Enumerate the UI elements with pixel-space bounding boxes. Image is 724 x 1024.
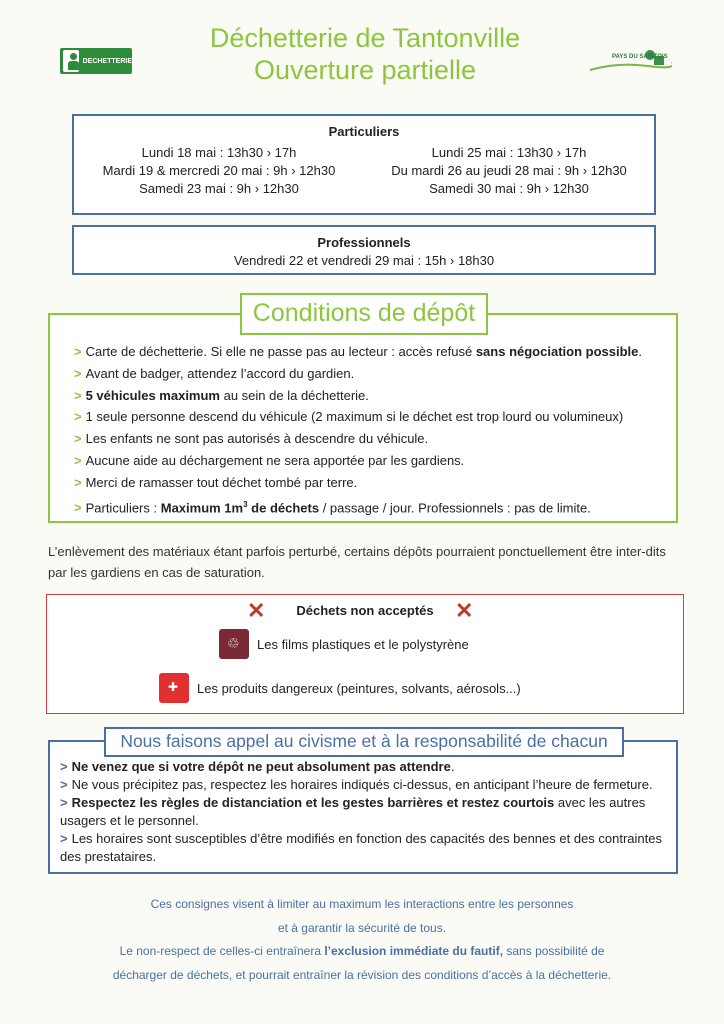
footer-line bbox=[100, 940, 624, 964]
item-text: Les produits dangereux (peintures, solvants, aérosols...) bbox=[197, 680, 521, 696]
item-text: avec les autres usagers et le personnel. bbox=[60, 795, 646, 828]
logo-right-label: PAYS DU SAINTOIS bbox=[612, 54, 668, 60]
conditions-box bbox=[48, 313, 678, 523]
particuliers-left-column bbox=[74, 144, 364, 198]
info-paragraph: L’enlèvement des matériaux étant parfois perturbé, certains dépôts pourraient ponctuellement être inter-dits par les gardiens en cas de saturation. bbox=[48, 544, 666, 580]
list-item bbox=[60, 794, 666, 830]
footer-notice bbox=[100, 893, 624, 987]
arrow-icon: > bbox=[74, 365, 82, 381]
item-text: Aucune aide au déchargement ne sera apportée par les gardiens. bbox=[85, 452, 465, 468]
cross-icon: ✕ bbox=[247, 598, 266, 623]
list-item bbox=[74, 385, 666, 407]
professionnels-box bbox=[72, 225, 656, 275]
arrow-icon: > bbox=[60, 795, 68, 810]
item-bold: de déchets bbox=[247, 499, 320, 515]
item-bold: sans négociation possible bbox=[475, 344, 639, 359]
arrow-icon: > bbox=[74, 409, 82, 425]
item-text: Avant de badger, attendez l’accord du gardien. bbox=[85, 365, 355, 381]
conditions-title: Conditions de dépôt bbox=[240, 293, 488, 335]
footer-line: décharger de déchets, et pourrait entraîner la révision des conditions d’accès à la déchetterie. bbox=[112, 967, 612, 982]
list-item bbox=[60, 830, 666, 866]
list-item bbox=[74, 472, 666, 494]
list-item bbox=[74, 450, 666, 472]
arrow-icon: > bbox=[74, 431, 82, 447]
schedule-line: Samedi 23 mai : 9h › 12h30 bbox=[139, 181, 299, 196]
item-text: Carte de déchetterie. Si elle ne passe pas au lecteur : accès refusé bbox=[85, 344, 476, 359]
arrow-icon: > bbox=[60, 777, 68, 792]
item-text: Ne vous précipitez pas, respectez les horaires indiqués ci-dessus, en anticipant l’heure de fermeture. bbox=[71, 777, 653, 792]
footer-text: sans possibilité de bbox=[503, 944, 605, 958]
non-accepted-title: Déchets non acceptés bbox=[296, 603, 434, 618]
arrow-icon: > bbox=[74, 344, 82, 359]
item-text: 1 seule personne descend du véhicule (2 maximum si le déchet est trop lourd ou volumineux) bbox=[85, 409, 624, 425]
list-item bbox=[219, 629, 469, 659]
arrow-icon: > bbox=[60, 759, 68, 774]
item-bold: Respectez les règles de distanciation et les gestes barrières et restez courtois bbox=[71, 795, 555, 810]
hazardous-products-icon bbox=[159, 673, 189, 703]
schedule-line: Lundi 25 mai : 13h30 › 17h bbox=[431, 145, 587, 160]
list-item bbox=[74, 428, 666, 450]
list-item bbox=[74, 406, 666, 428]
item-text: / passage / jour. Professionnels : pas de limite. bbox=[319, 499, 591, 515]
item-text: . bbox=[638, 344, 642, 359]
particuliers-right-column bbox=[364, 144, 654, 198]
conditions-list bbox=[74, 341, 666, 519]
schedule-line: Lundi 18 mai : 13h30 › 17h bbox=[141, 145, 297, 160]
list-item bbox=[60, 776, 666, 794]
item-text: au sein de la déchetterie. bbox=[220, 387, 369, 403]
schedule-line: Mardi 19 & mercredi 20 mai : 9h › 12h30 bbox=[102, 163, 336, 178]
item-text: Merci de ramasser tout déchet tombé par terre. bbox=[85, 474, 358, 490]
list-item bbox=[74, 494, 666, 519]
waste-person-icon bbox=[63, 50, 79, 72]
item-bold: Maximum 1m bbox=[160, 499, 244, 515]
list-item bbox=[74, 341, 666, 363]
arrow-icon: > bbox=[74, 452, 82, 468]
title-line-2: Ouverture partielle bbox=[253, 55, 477, 85]
item-text: Les films plastiques et le polystyrène bbox=[257, 636, 469, 652]
logo-left-label: DECHETTERIE bbox=[82, 57, 132, 65]
title-line-1: Déchetterie de Tantonville bbox=[209, 23, 521, 53]
arrow-icon: > bbox=[74, 474, 82, 490]
arrow-icon: > bbox=[74, 499, 82, 515]
landscape-icon bbox=[588, 48, 672, 76]
non-accepted-box bbox=[46, 594, 684, 714]
page-title bbox=[160, 22, 570, 86]
dechetterie-logo bbox=[60, 48, 132, 74]
footer-line: Ces consignes visent à limiter au maximum les interactions entre les personnes bbox=[150, 897, 574, 911]
civisme-box bbox=[48, 740, 678, 874]
particuliers-box bbox=[72, 114, 656, 215]
pays-saintois-logo bbox=[588, 48, 672, 76]
arrow-icon: > bbox=[74, 387, 82, 403]
list-item bbox=[60, 758, 666, 776]
footer-bold: l’exclusion immédiate du fautif, bbox=[324, 944, 504, 958]
professionnels-schedule: Vendredi 22 et vendredi 29 mai : 15h › 18h30 bbox=[233, 253, 495, 268]
civisme-title: Nous faisons appel au civisme et à la responsabilité de chacun bbox=[104, 727, 624, 757]
item-text: Les enfants ne sont pas autorisés à descendre du véhicule. bbox=[85, 431, 429, 447]
plastic-film-icon bbox=[219, 629, 249, 659]
cross-icon: ✕ bbox=[455, 598, 474, 623]
footer-line: et à garantir la sécurité de tous. bbox=[277, 920, 447, 935]
schedule-line: Du mardi 26 au jeudi 28 mai : 9h › 12h30 bbox=[391, 163, 627, 178]
professionnels-title: Professionnels bbox=[317, 235, 411, 250]
item-text: . bbox=[450, 759, 455, 774]
arrow-icon: > bbox=[60, 831, 68, 846]
item-bold: Ne venez que si votre dépôt ne peut absolument pas attendre bbox=[71, 759, 451, 774]
schedule-line: Samedi 30 mai : 9h › 12h30 bbox=[429, 181, 589, 196]
item-bold: 5 véhicules maximum bbox=[85, 387, 220, 403]
item-sup: 3 bbox=[243, 499, 248, 509]
particuliers-title: Particuliers bbox=[328, 124, 400, 139]
civisme-list bbox=[60, 758, 666, 866]
item-text: Particuliers : bbox=[85, 499, 161, 515]
list-item bbox=[74, 363, 666, 385]
list-item bbox=[159, 673, 521, 703]
item-text: Les horaires sont susceptibles d’être modifiés en fonction des capacités des bennes et des contraintes des prestataires. bbox=[60, 831, 662, 864]
footer-text: Le non-respect de celles-ci entraînera bbox=[119, 944, 325, 958]
